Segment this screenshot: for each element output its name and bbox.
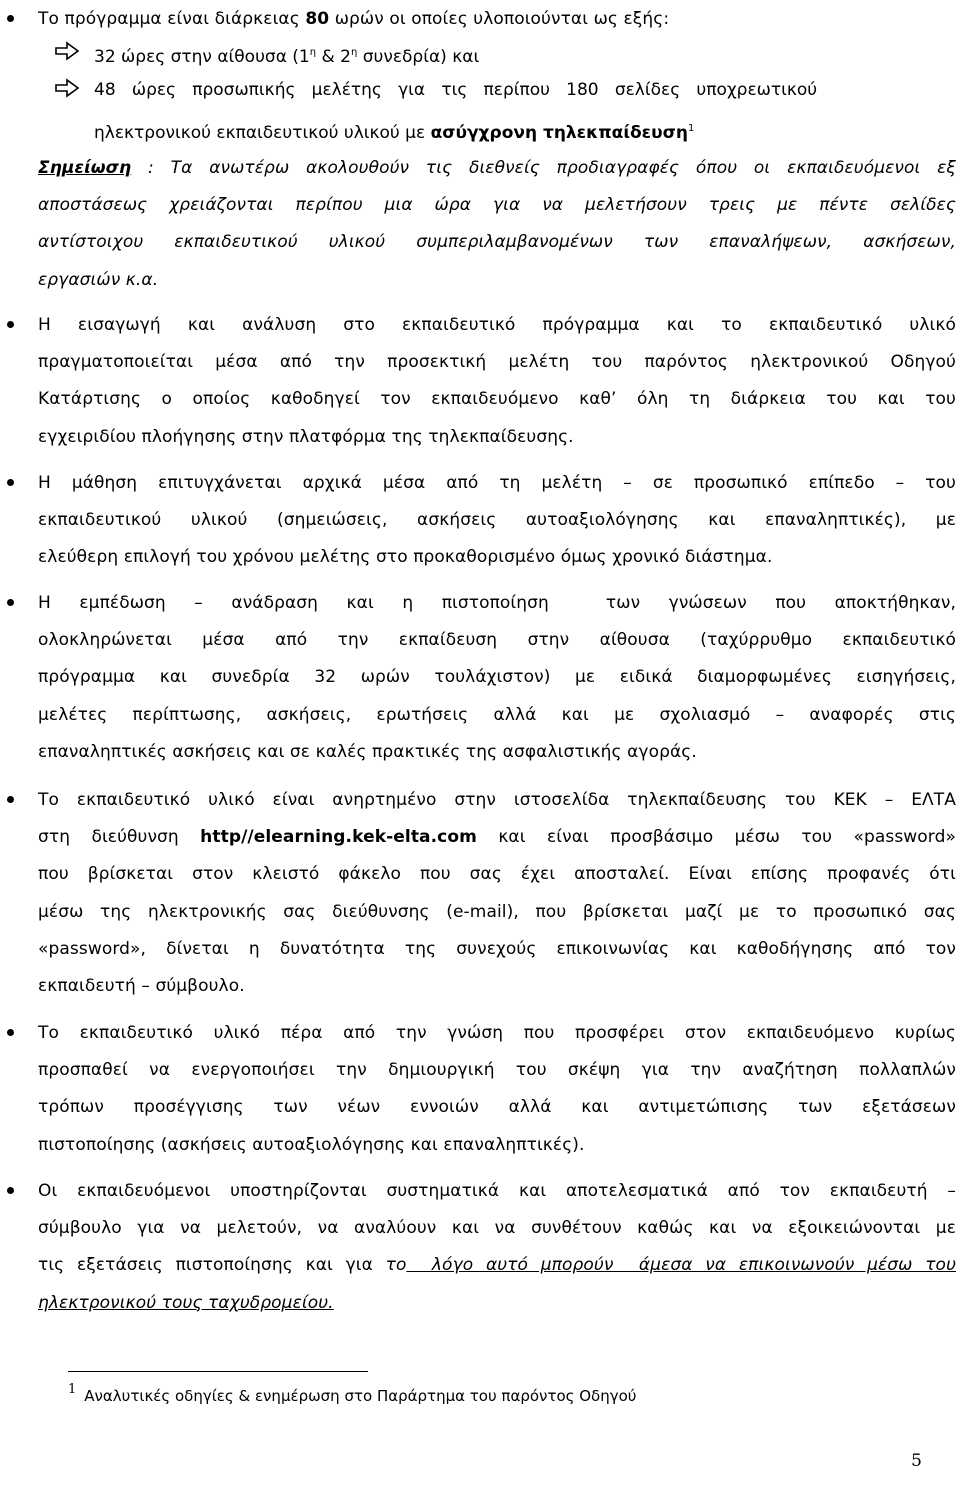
bullet-trainee-support: Οι εκπαιδευόμενοι υποστηρίζονται συστηματικά και αποτελεσματικά από τον εκπαιδευτή – σύμβουλο για να μελετούν, να αναλύουν και να συνθέτουν καθώς και να εξοικειώνονται με τις εξετάσεις πιστοποίησης και για το λόγο αυτό μπορούν άμεσα να επικοινωνούν μέσω του ηλεκτρονικού τους ταχυδρομείου. <box>38 1173 956 1322</box>
elearning-url-link[interactable]: http//elearning.kek-elta.com <box>200 827 477 848</box>
bullet-program-duration <box>38 1 956 38</box>
bullet-learning: Η μάθηση επιτυγχάνεται αρχικά μέσα από τη μελέτη – σε προσωπικό επίπεδο – του εκπαιδευτικού υλικού (σημειώσεις, ασκήσεις αυτοαξιολόγησης και επαναληπτικές), με ελεύθερη επιλογή του χρόνου μελέτης στο προκαθορισμένο όμως χρονικό διάστημα. <box>38 465 956 577</box>
hollow-arrow-icon <box>54 78 80 98</box>
document-page: Το πρόγραμμα είναι διάρκειας 80 ωρών οι οποίες υλοποιούνται ως εξής: 32 ώρες στην αίθουσα ($1^\eta$ & $2^\eta$ συνεδρία) και 48 ώρες προσωπικής μελέτης για τις περίπου 180 σελίδες υποχρεωτικού ηλεκτρονικού εκπαιδευτικού υλικού με ασύγχρονη τηλεκπαίδευση$^1$ Σημείωση : Τα ανωτέρω ακολουθούν τις διεθνείς προδιαγραφές όπου οι εκπαιδευόμενοι εξ αποστάσεως χρειάζονται περίπου μια ώρα για να μελετήσουν τρεις με πέντε σελίδες αντίστοιχου εκπαιδευτικού υλικού συμπεριλαμβανομένων των επαναλήψεων, ασκήσεων, εργασιών κ.α. Η εισαγωγή και ανάλυση στο εκπαιδευτικό πρόγραμμα και το εκπαιδευτικό υλικό πραγματοποιείται μέσα από την προσεκτική μελέτη του παρόντος ηλεκτρονικού Οδηγού Κατάρτισης ο οποίος καθοδηγεί τον εκπαιδευόμενο καθ’ όλη τη διάρκεια του και του εγχειριδίου πλοήγησης στην πλατφόρμα της τηλεκπαίδευσης. Η μάθηση επιτυγχάνεται αρχικά μέσα από τη μελέτη – σε προσωπικό επίπεδο – του εκπαιδευτικού υλικού (σημειώσεις, ασκήσεις αυτοαξιολόγησης και επαναληπτικές), με ελεύθερη επιλογή του χρόνου μελέτης στο προκαθορισμένο όμως χρονικό διάστημα. Η εμπέδωση – ανάδραση και η πιστοποίηση των γνώσεων που αποκτήθηκαν, ολοκληρώνεται μέσα από την εκπαίδευση στην αίθουσα (ταχύρρυθμο εκπαιδευτικό πρόγραμμα και συνεδρία 32 ωρών τουλάχιστον) με ειδικά διαμορφωμένες εισηγήσεις, μελέτες περίπτωσης, ασκήσεις, ερωτήσεις αλλά και με σχολιασμό – αναφορές στις επαναληπτικές ασκήσεις και σε καλές πρακτικές της ασφαλιστικής αγοράς. Το εκπαιδευτικό υλικό είναι ανηρτημένο στην ιστοσελίδα τηλεκπαίδευσης του ΚΕΚ – ΕΛΤΑ στη διεύθυνση http//elearning.kek-elta.com και είναι προσβάσιμο μέσω του «password» που βρίσκεται στον κλειστό φάκελο που σας έχει αποσταλεί. Είναι επίσης προφανές ότι μέσω της ηλεκτρονικής σας διεύθυνσης (e-mail), που βρίσκεται μαζί με το προσωπικό σας «password», δίνεται η δυνατότητα της συνεχούς επικοινωνίας και καθοδήγησης από τον εκπαιδευτή – σύμβουλο. Το εκπαιδευτικό υλικό πέρα από την γνώση που προσφέρει στον εκπαιδευόμενο κυρίως προσπαθεί να ενεργοποιήσει την δημιουργική του σκέψη για την αναζήτηση πολλαπλών τρόπων προσέγγισης των νέων εννοιών αλλά και αντιμετώπισης των εξετάσεων πιστοποίησης (ασκήσεις αυτοαξιολόγησης και επαναληπτικές). Οι εκπαιδευόμενοι υποστηρίζονται συστηματικά και αποτελεσματικά από τον εκπαιδευτή – σύμβουλο για να μελετούν, να αναλύουν και να συνθέτουν καθώς και να εξοικειώνονται με τις εξετάσεις πιστοποίησης και για το λόγο αυτό μπορούν άμεσα να επικοινωνούν μέσω του ηλεκτρονικού τους ταχυδρομείου. $^1$ Αναλυτικές οδηγίες & ενημέρωση στο Παράρτημα του παρόντος Οδηγού 5 <box>0 0 960 1493</box>
footnote-separator <box>68 1371 368 1372</box>
bullet-dot-icon <box>7 321 14 328</box>
note-label: Σημείωση <box>38 158 132 178</box>
note-paragraph: Σημείωση : Τα ανωτέρω ακολουθούν τις διεθνείς προδιαγραφές όπου οι εκπαιδευόμενοι εξ αποστάσεως χρειάζονται περίπου μια ώρα για να μελετήσουν τρεις με πέντε σελίδες αντίστοιχου εκπαιδευτικού υλικού συμπεριλαμβανομένων των επαναλήψεων, ασκήσεων, εργασιών κ.α. <box>38 158 956 290</box>
program-duration-text: Το πρόγραμμα είναι διάρκειας 80 ωρών οι οποίες υλοποιούνται ως εξής: <box>38 9 670 29</box>
footnote <box>68 1382 636 1405</box>
bullet-introduction-analysis: Η εισαγωγή και ανάλυση στο εκπαιδευτικό πρόγραμμα και το εκπαιδευτικό υλικό πραγματοποιείται μέσα από την προσεκτική μελέτη του παρόντος ηλεκτρονικού Οδηγού Κατάρτισης ο οποίος καθοδηγεί τον εκπαιδευόμενο καθ’ όλη τη διάρκεια του και του εγχειριδίου πλοήγησης στην πλατφόρμα της τηλεκπαίδευσης. <box>38 307 956 456</box>
bullet-dot-icon <box>7 15 14 22</box>
hollow-arrow-icon <box>54 41 80 61</box>
bullet-material-purpose: Το εκπαιδευτικό υλικό πέρα από την γνώση που προσφέρει στον εκπαιδευόμενο κυρίως προσπαθεί να ενεργοποιήσει την δημιουργική του σκέψη για την αναζήτηση πολλαπλών τρόπων προσέγγισης των νέων εννοιών αλλά και αντιμετώπισης των εξετάσεων πιστοποίησης (ασκήσεις αυτοαξιολόγησης και επαναληπτικές). <box>38 1015 956 1164</box>
bullet-dot-icon <box>7 479 14 486</box>
footnote-mark: 1 <box>68 1382 77 1397</box>
bullet-dot-icon <box>7 1029 14 1036</box>
footnote-text: Αναλυτικές οδηγίες & ενημέρωση στο Παράρτημα του παρόντος Οδηγού <box>84 1387 637 1405</box>
bullet-material-posted: Το εκπαιδευτικό υλικό είναι ανηρτημένο στην ιστοσελίδα τηλεκπαίδευσης του ΚΕΚ – ΕΛΤΑ στη διεύθυνση http//elearning.kek-elta.com και είναι προσβάσιμο μέσω του «password» που βρίσκεται στον κλειστό φάκελο που σας έχει αποσταλεί. Είναι επίσης προφανές ότι μέσω της ηλεκτρονικής σας διεύθυνσης (e-mail), που βρίσκεται μαζί με το προσωπικό σας «password», δίνεται η δυνατότητα της συνεχούς επικοινωνίας και καθοδήγησης από τον εκπαιδευτή – σύμβουλο. <box>38 782 956 1005</box>
bullet-dot-icon <box>7 796 14 803</box>
bullet-dot-icon <box>7 1187 14 1194</box>
bullet-dot-icon <box>7 599 14 606</box>
page-number: 5 <box>911 1451 922 1471</box>
bullet-consolidation: Η εμπέδωση – ανάδραση και η πιστοποίηση των γνώσεων που αποκτήθηκαν, ολοκληρώνεται μέσα από την εκπαίδευση στην αίθουσα (ταχύρρυθμο εκπαιδευτικό πρόγραμμα και συνεδρία 32 ωρών τουλάχιστον) με ειδικά διαμορφωμένες εισηγήσεις, μελέτες περίπτωσης, ασκήσεις, ερωτήσεις αλλά και με σχολιασμό – αναφορές στις επαναληπτικές ασκήσεις και σε καλές πρακτικές της ασφαλιστικής αγοράς. <box>38 585 956 771</box>
